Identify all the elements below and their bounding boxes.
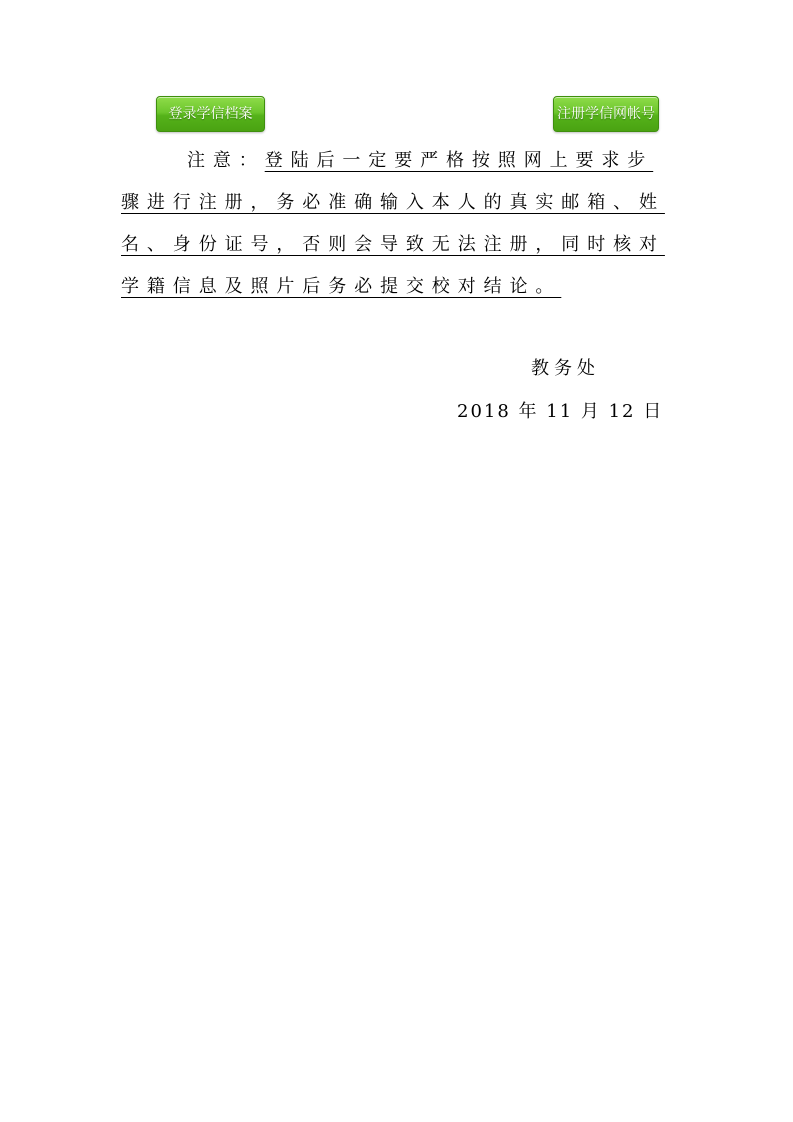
- notice-body: 登陆后一定要严格按照网上要求步骤进行注册，务必准确输入本人的真实邮箱、姓名、身份证号，否则会导致无法注册，同时核对学籍信息及照片后务必提交校对结论。: [121, 150, 665, 297]
- issuing-office: 教务处: [531, 358, 600, 379]
- login-xuexin-archive-button[interactable]: 登录学信档案: [156, 96, 265, 132]
- notice-prefix: 注意：: [187, 150, 265, 171]
- register-xuexin-account-button[interactable]: 注册学信网帐号: [553, 96, 659, 132]
- issue-date: 2018 年 11 月 12 日: [457, 401, 664, 422]
- notice-paragraph: [121, 140, 673, 308]
